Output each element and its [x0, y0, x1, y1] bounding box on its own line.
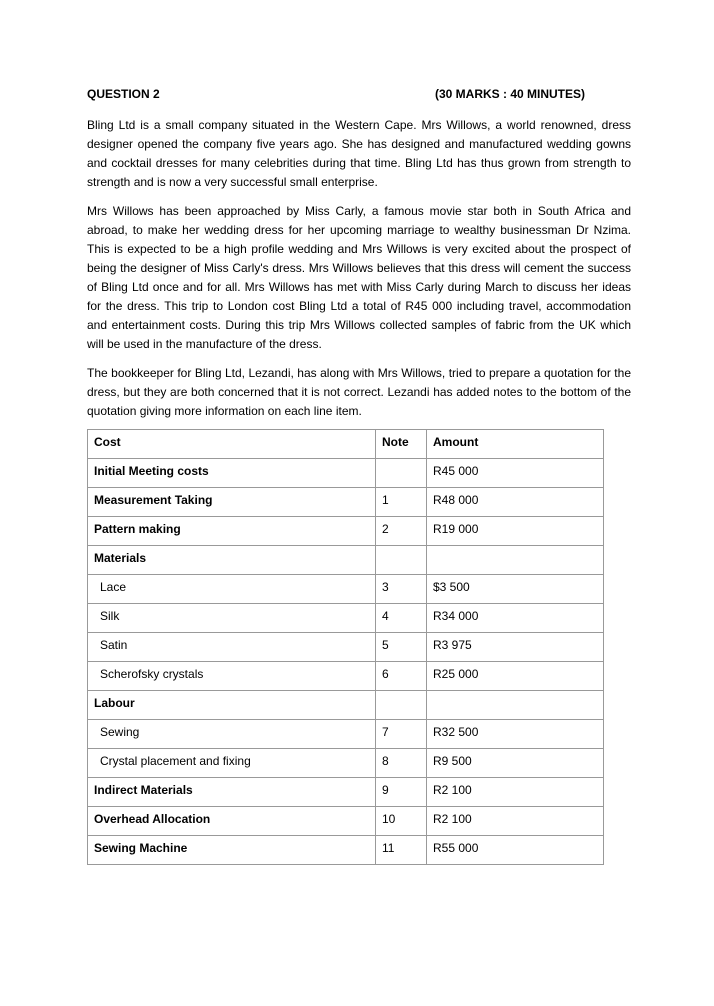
question-title: QUESTION 2: [87, 87, 160, 101]
note-cell: 1: [376, 488, 427, 517]
header-note: Note: [376, 430, 427, 459]
note-cell: [376, 691, 427, 720]
cost-cell: Silk: [88, 604, 376, 633]
note-cell: 10: [376, 807, 427, 836]
amount-cell: [427, 546, 604, 575]
cost-cell: Indirect Materials: [88, 778, 376, 807]
table-row: [88, 662, 604, 691]
table-row: [88, 575, 604, 604]
table-row: [88, 604, 604, 633]
cost-cell: Overhead Allocation: [88, 807, 376, 836]
table-header-row: [88, 430, 604, 459]
note-cell: 8: [376, 749, 427, 778]
amount-cell: [427, 691, 604, 720]
amount-cell: R45 000: [427, 459, 604, 488]
header-cost: Cost: [88, 430, 376, 459]
cost-cell: Materials: [88, 546, 376, 575]
quotation-table: [87, 429, 604, 865]
amount-cell: R55 000: [427, 836, 604, 865]
amount-cell: R2 100: [427, 807, 604, 836]
paragraph-quotation-intro: The bookkeeper for Bling Ltd, Lezandi, has along with Mrs Willows, tried to prepare a quotation for the dress, but they are both concerned that it is not correct. Lezandi has added notes to the bottom of the quotation giving more information on each line item.: [87, 366, 631, 418]
table-row: [88, 807, 604, 836]
table-row: [88, 546, 604, 575]
note-cell: 7: [376, 720, 427, 749]
note-cell: 11: [376, 836, 427, 865]
header-amount: Amount: [427, 430, 604, 459]
amount-cell: R19 000: [427, 517, 604, 546]
table-row: [88, 459, 604, 488]
note-cell: 6: [376, 662, 427, 691]
note-cell: 2: [376, 517, 427, 546]
amount-cell: R9 500: [427, 749, 604, 778]
table-row: [88, 836, 604, 865]
cost-cell: Initial Meeting costs: [88, 459, 376, 488]
cost-cell: Scherofsky crystals: [88, 662, 376, 691]
note-cell: 3: [376, 575, 427, 604]
note-cell: 9: [376, 778, 427, 807]
amount-cell: R32 500: [427, 720, 604, 749]
amount-cell: $3 500: [427, 575, 604, 604]
paragraph-client-request: Mrs Willows has been approached by Miss Carly, a famous movie star both in South Africa and abroad, to make her wedding dress for her upcoming marriage to wealthy businessman Dr Nzima. This is expected to be a high profile wedding and Mrs Willows is very excited about the prospect of being the designer of Miss Carly's dress. Mrs Willows believes that this dress will cement the success of Bling Ltd once and for all. Mrs Willows has met with Miss Carly during March to discuss her ideas for the dress. This trip to London cost Bling Ltd a total of R45 000 including travel, accommodation and entertainment costs. During this trip Mrs Willows collected samples of fabric from the UK which will be used in the manufacture of the dress.: [87, 204, 631, 351]
amount-cell: R2 100: [427, 778, 604, 807]
table-row: [88, 749, 604, 778]
table-row: [88, 633, 604, 662]
cost-cell: Crystal placement and fixing: [88, 749, 376, 778]
cost-cell: Lace: [88, 575, 376, 604]
question-marks: (30 MARKS : 40 MINUTES): [435, 87, 586, 101]
table-row: [88, 517, 604, 546]
paragraph-company-background: Bling Ltd is a small company situated in the Western Cape. Mrs Willows, a world renowned, dress designer opened the company five years ago. She has designed and manufactured wedding gowns and cocktail dresses for many celebrities during that time. Bling Ltd has thus grown from strength to strength and is now a very successful small enterprise.: [87, 118, 631, 189]
table-row: [88, 720, 604, 749]
amount-cell: R48 000: [427, 488, 604, 517]
cost-cell: Satin: [88, 633, 376, 662]
cost-cell: Labour: [88, 691, 376, 720]
table-row: [88, 488, 604, 517]
cost-cell: Sewing: [88, 720, 376, 749]
question-heading: [87, 86, 631, 102]
document-page: [87, 86, 631, 421]
amount-cell: R3 975: [427, 633, 604, 662]
note-cell: [376, 459, 427, 488]
amount-cell: R34 000: [427, 604, 604, 633]
cost-cell: Pattern making: [88, 517, 376, 546]
table-row: [88, 691, 604, 720]
amount-cell: R25 000: [427, 662, 604, 691]
note-cell: 5: [376, 633, 427, 662]
note-cell: 4: [376, 604, 427, 633]
cost-cell: Sewing Machine: [88, 836, 376, 865]
cost-cell: Measurement Taking: [88, 488, 376, 517]
table-row: [88, 778, 604, 807]
note-cell: [376, 546, 427, 575]
